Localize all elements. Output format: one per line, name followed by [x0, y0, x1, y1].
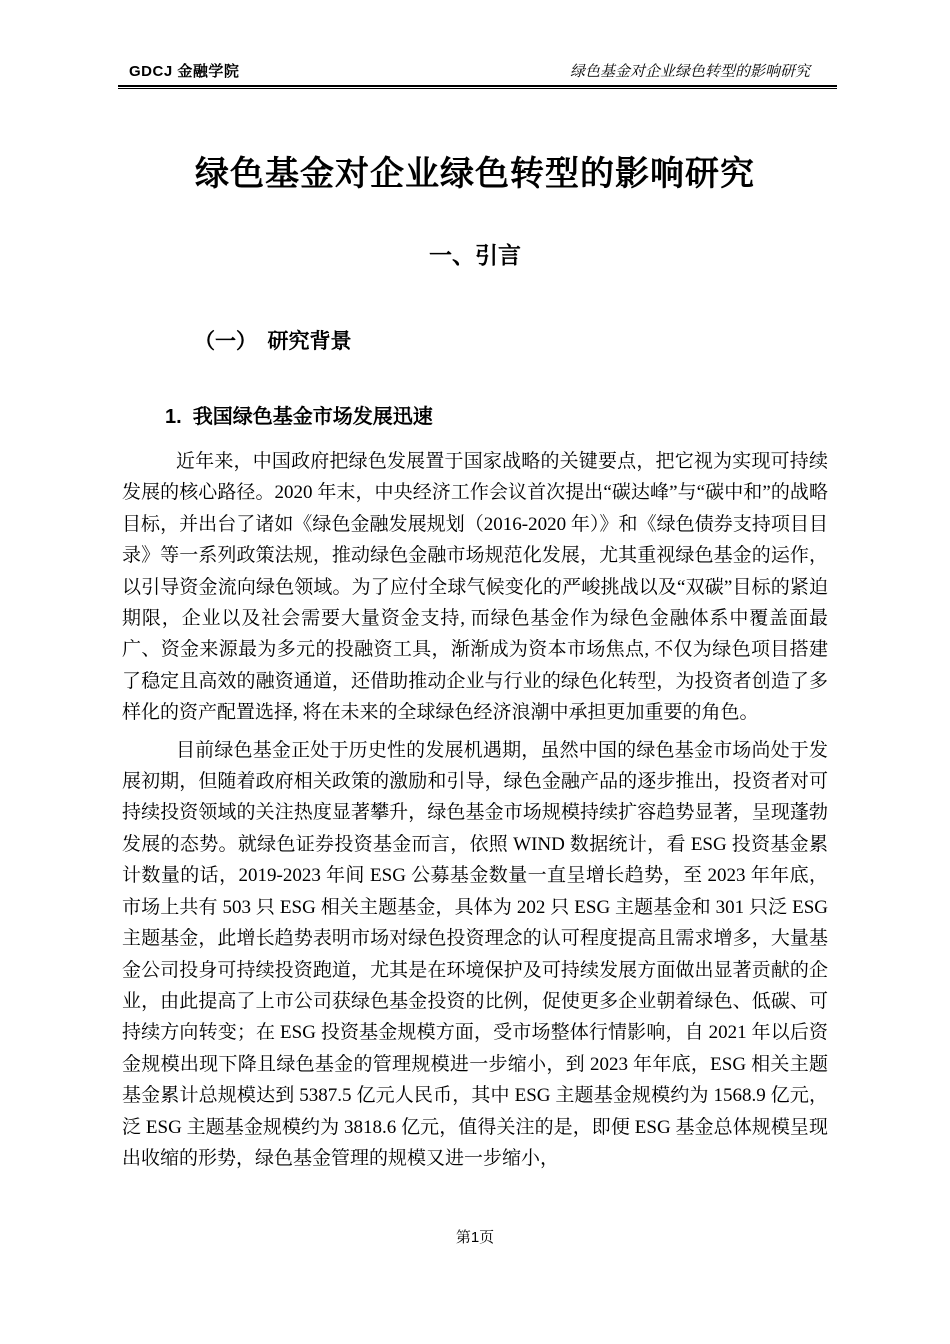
paragraph-2: 目前绿色基金正处于历史性的发展机遇期，虽然中国的绿色基金市场尚处于发展初期，但随着政府相关政策的激励和引导，绿色金融产品的逐步推出，投资者对可持续投资领域的关注热度显著攀升，绿色基金市场规模持续扩容趋势显著，呈现蓬勃发展的态势。就绿色证券投资基金而言，依照 WIND 数据统计，看 ESG 投资基金累计数量的话，2019-2023 年间 ESG 公募基金数量一直呈增长趋势，至 2023 年年底，市场上共有 503 只 ESG 相关主题基金，具体为 202 只 ESG 主题基金和 301 只泛 ESG 主题基金，此增长趋势表明市场对绿色投资理念的认可程度提高且需求增多，大量基金公司投身可持续投资跑道，尤其是在环境保护及可持续发展方面做出显著贡献的企业，由此提高了上市公司获绿色基金投资的比例，促使更多企业朝着绿色、低碳、可持续方向转变；在 ESG 投资基金规模方面，受市场整体行情影响，自 2021 年以后资金规模出现下降且绿色基金的管理规模进一步缩小，到 2023 年年底，ESG 相关主题基金累计总规模达到 5387.5 亿元人民币，其中 ESG 主题基金规模约为 1568.9 亿元，泛 ESG 主题基金规模约为 3818.6 亿元，值得关注的是，即便 ESG 基金总体规模呈现出收缩的形势，绿色基金管理的规模又进一步缩小，: [122, 739, 828, 1169]
page-footer: [0, 1226, 950, 1247]
section-heading-introduction: 一、引言: [429, 242, 521, 268]
subsection-heading-research-background: （一） 研究背景: [194, 330, 352, 353]
page-header: [118, 60, 837, 89]
document-title: 绿色基金对企业绿色转型的影响研究: [195, 155, 755, 193]
header-rule-thin: [118, 88, 837, 89]
numbered-heading-green-fund-market: 1. 我国绿色基金市场发展迅速: [165, 406, 433, 428]
header-rule-thick: [118, 85, 837, 87]
page-number: 第1页: [455, 1229, 495, 1246]
paragraph-1: 近年来，中国政府把绿色发展置于国家战略的关键要点，把它视为实现可持续发展的核心路径。2020 年末，中央经济工作会议首次提出“碳达峰”与“碳中和”的战略目标，并出台了诸如《绿色金融发展规划（2016-2020 年）》和《绿色债券支持项目目录》等一系列政策法规，推动绿色金融市场规范化发展，尤其重视绿色基金的运作，以引导资金流向绿色领域。为了应付全球气候变化的严峻挑战以及“双碳”目标的紧迫期限，企业以及社会需要大量资金支持, 而绿色基金作为绿色金融体系中覆盖面最广、资金来源最为多元的投融资工具，渐渐成为资本市场焦点, 不仅为绿色项目搭建了稳定且高效的融资通道，还借助推动企业与行业的绿色化转型，为投资者创造了多样化的资产配置选择, 将在未来的全球绿色经济浪潮中承担更加重要的角色。: [122, 451, 828, 724]
body-text-column: [122, 446, 828, 1174]
header-left-text: GDCJ 金融学院: [129, 63, 240, 80]
header-right-running-title: 绿色基金对企业绿色转型的影响研究: [569, 64, 810, 80]
header-row: [118, 60, 837, 85]
